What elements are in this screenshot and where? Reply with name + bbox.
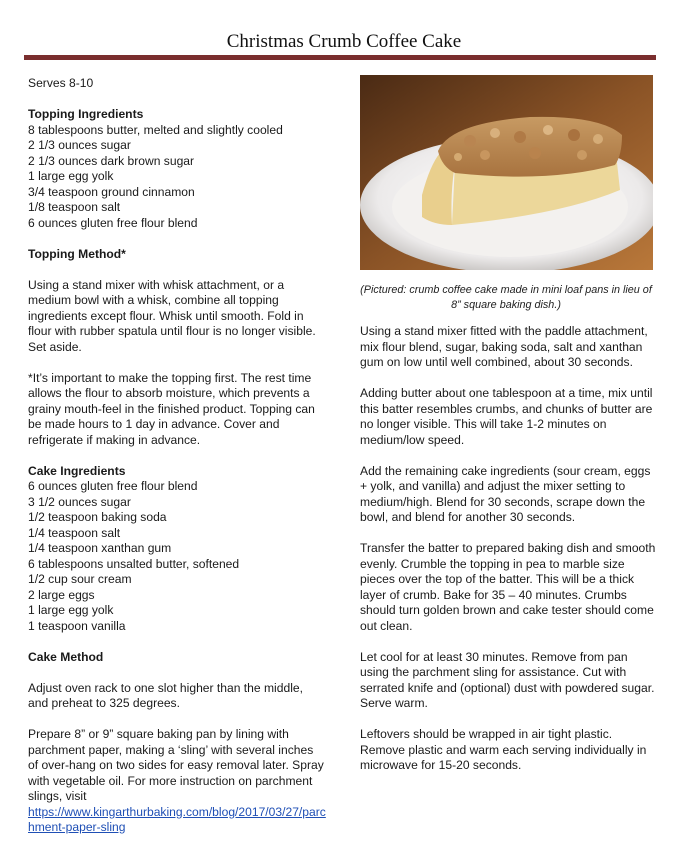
cake-ingredients-list	[28, 479, 326, 634]
method-paragraph: Using a stand mixer fitted with the paddle attachment, mix flour blend, sugar, baking soda, salt and xanthan gum on low until well combined, about 30 seconds.	[360, 324, 648, 369]
cake-method-paragraph: Prepare 8” or 9” square baking pan by lining with parchment paper, making a ‘sling’ with several inches of over-hang on two sides for easy removal later. Spray with vegetable oil. For more instruction on parchment slings, visit	[28, 727, 324, 803]
list-item: 8 tablespoons butter, melted and slightly cooled	[28, 122, 283, 137]
coffee-cake-photo	[360, 75, 653, 270]
title-divider	[24, 55, 656, 60]
method-paragraph: Let cool for at least 30 minutes. Remove from pan using the parchment sling for assistance. Cut with serrated knife and (optional) dust with powdered sugar. Serve warm.	[360, 649, 655, 710]
topping-note-paragraph: *It’s important to make the topping first. The rest time allows the flour to absorb moisture, which prevents a grainy mouth-feel in the finished product. Topping can be made hours to 1 day in advance. Cover and refrigerate if making in advance.	[28, 370, 315, 447]
list-item: 6 ounces gluten free flour blend	[28, 479, 198, 493]
method-paragraph: Add the remaining cake ingredients (sour cream, eggs + yolk, and vanilla) and adjust the mixer setting to medium/high. Blend for 30 seconds, scrape down the bowl, and blend for another 30 seconds.	[360, 463, 651, 524]
method-paragraph: Leftovers should be wrapped in air tight plastic. Remove plastic and warm each serving individually in microwave for 15-20 seconds.	[360, 727, 647, 772]
cake-method-paragraph: Adjust oven rack to one slot higher than the middle, and preheat to 325 degrees.	[28, 680, 303, 710]
cake-ingredients-heading: Cake Ingredients	[28, 463, 126, 478]
list-item: 2 large eggs	[28, 587, 95, 602]
page-title: Christmas Crumb Coffee Cake	[226, 31, 462, 52]
list-item: 1/8 teaspoon salt	[28, 200, 121, 214]
list-item: 2 1/3 ounces dark brown sugar	[28, 153, 195, 168]
right-column	[360, 324, 656, 789]
list-item: 3/4 teaspoon ground cinnamon	[28, 184, 195, 199]
topping-method-heading: Topping Method*	[28, 246, 126, 261]
photo-caption: (Pictured: crumb coffee cake made in mini loaf pans in lieu of 8” square baking dish.)	[360, 284, 652, 311]
list-item: 1 large egg yolk	[28, 603, 114, 617]
left-column	[28, 76, 326, 836]
method-paragraph: Adding butter about one tablespoon at a time, mix until this batter resembles crumbs, and chunks of butter are no longer visible. This will take 1-2 minutes on medium/low speed.	[360, 386, 653, 447]
topping-ingredients-heading: Topping Ingredients	[28, 107, 144, 121]
serves-text: Serves 8-10	[28, 76, 94, 90]
method-paragraph: Transfer the batter to prepared baking dish and smooth evenly. Crumble the topping in pea to marble size pieces over the top of the batter. This will be a thick layer of crumb. Bake for 35 – 40 minutes. Crumbs should turn golden brown and cake tester should come out clean.	[360, 541, 656, 633]
list-item: 1 teaspoon vanilla	[28, 618, 126, 633]
list-item: 1 large egg yolk	[28, 169, 114, 183]
cake-method-heading: Cake Method	[28, 649, 104, 664]
topping-ingredients-list	[28, 123, 326, 232]
list-item: 6 tablespoons unsalted butter, softened	[28, 556, 240, 571]
list-item: 1/4 teaspoon xanthan gum	[28, 541, 172, 555]
list-item: 1/2 cup sour cream	[28, 572, 132, 586]
list-item: 3 1/2 ounces sugar	[28, 494, 131, 509]
list-item: 1/2 teaspoon baking soda	[28, 510, 167, 524]
topping-method-paragraph: Using a stand mixer with whisk attachment, or a medium bowl with a whisk, combine all topping ingredients except flour. Whisk until smooth. Fold in flour with rubber spatula until flour is no longer visible. Set aside.	[28, 277, 316, 354]
list-item: 1/4 teaspoon salt	[28, 525, 121, 540]
parchment-sling-link[interactable]: https://www.kingarthurbaking.com/blog/2017/03/27/parchment-paper-sling	[28, 804, 326, 834]
list-item: 2 1/3 ounces sugar	[28, 138, 131, 152]
list-item: 6 ounces gluten free flour blend	[28, 215, 198, 230]
